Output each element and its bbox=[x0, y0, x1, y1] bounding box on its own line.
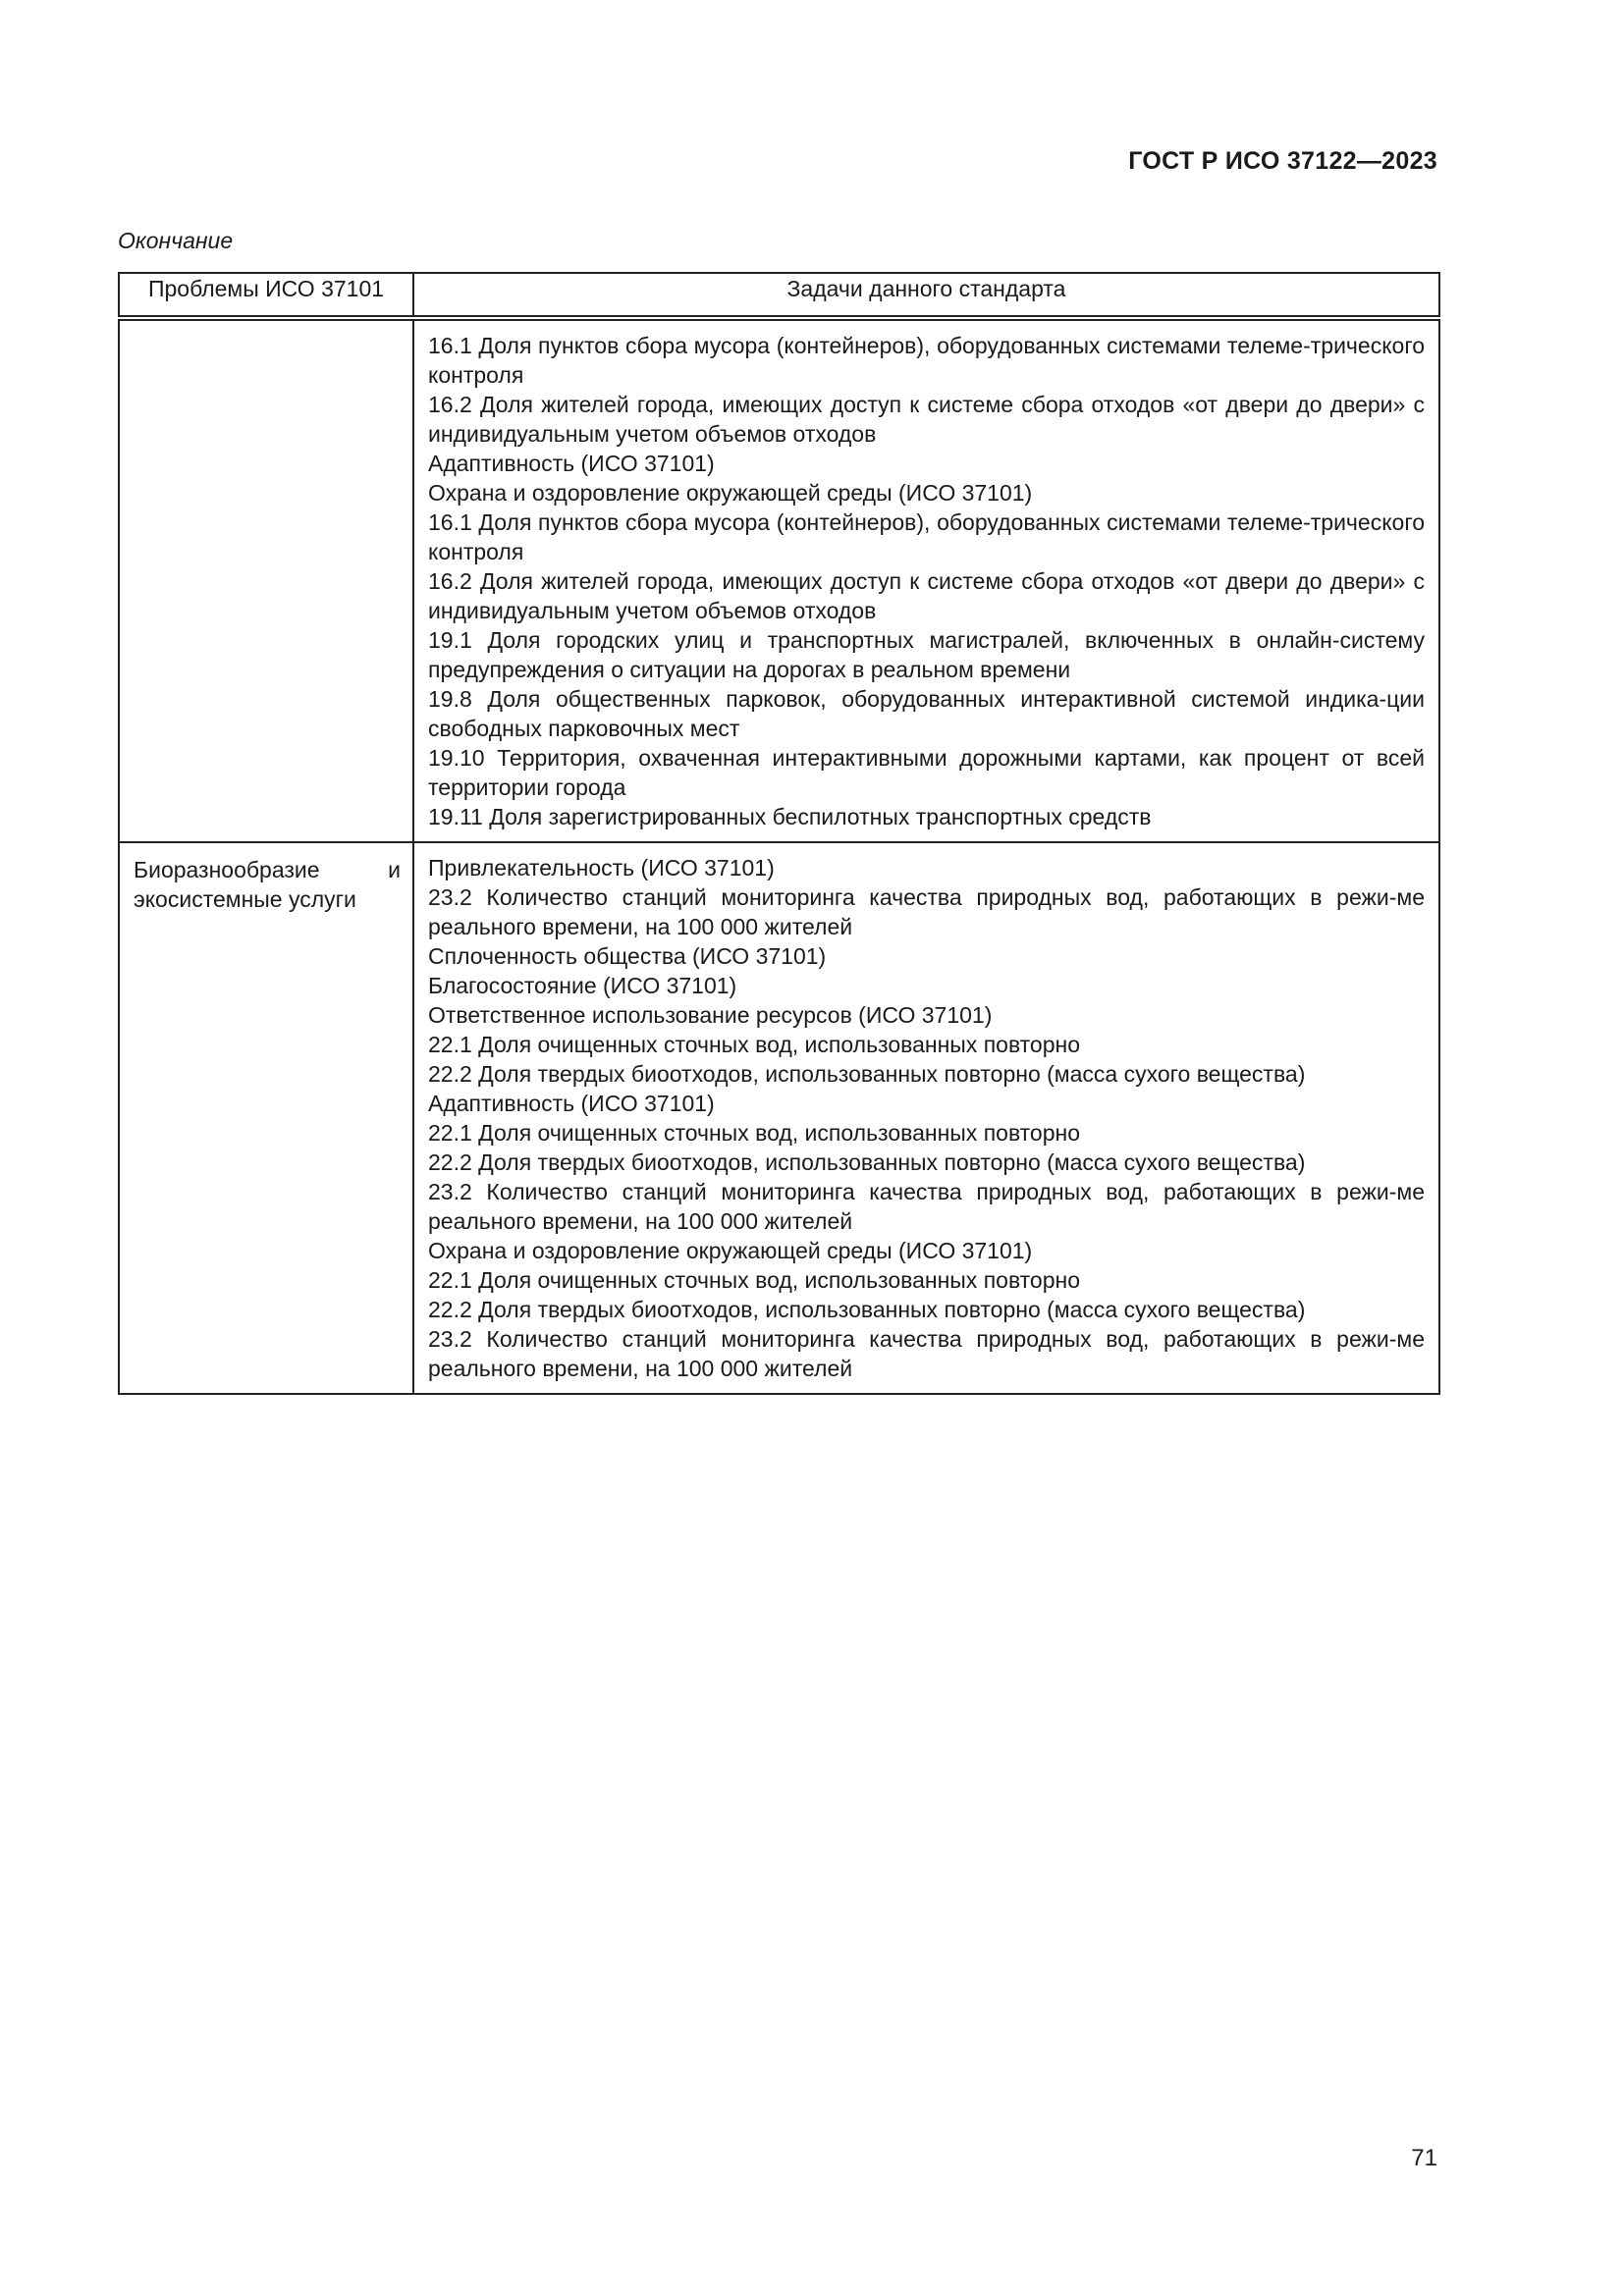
table-row bbox=[119, 842, 1439, 1394]
task-line: 16.2 Доля жителей города, имеющих доступ к системе сбора отходов «от двери до двери» с индивидуальным учетом объемов отходов bbox=[428, 568, 1425, 623]
task-line: 16.1 Доля пунктов сбора мусора (контейнеров), оборудованных системами телеме-трического контроля bbox=[428, 509, 1425, 564]
tasks-cell bbox=[413, 842, 1439, 1394]
problem-cell bbox=[119, 842, 413, 1394]
standards-table bbox=[118, 272, 1440, 1395]
problem-label-line: экосистемные услуги bbox=[134, 886, 356, 912]
task-line: 22.2 Доля твердых биоотходов, использованных повторно (масса сухого вещества) bbox=[428, 1061, 1306, 1087]
task-line: 22.1 Доля очищенных сточных вод, использованных повторно bbox=[428, 1267, 1081, 1293]
task-line: 22.2 Доля твердых биоотходов, использованных повторно (масса сухого вещества) bbox=[428, 1297, 1306, 1322]
document-header: ГОСТ Р ИСО 37122—2023 bbox=[1128, 147, 1437, 175]
task-line: Адаптивность (ИСО 37101) bbox=[428, 1091, 715, 1116]
task-line: 23.2 Количество станций мониторинга качества природных вод, работающих в режи-ме реального времени, на 100 000 жителей bbox=[428, 1179, 1425, 1234]
table-row bbox=[119, 318, 1439, 842]
table-header-row bbox=[119, 273, 1439, 318]
task-line: 16.1 Доля пунктов сбора мусора (контейнеров), оборудованных системами телеме-трического контроля bbox=[428, 333, 1425, 388]
task-line: 22.1 Доля очищенных сточных вод, использованных повторно bbox=[428, 1120, 1081, 1146]
task-line: 16.2 Доля жителей города, имеющих доступ к системе сбора отходов «от двери до двери» с индивидуальным учетом объемов отходов bbox=[428, 392, 1425, 447]
task-line: 19.10 Территория, охваченная интерактивными дорожными картами, как процент от всей территории города bbox=[428, 745, 1425, 800]
task-line: 22.1 Доля очищенных сточных вод, использованных повторно bbox=[428, 1032, 1081, 1057]
task-line: Сплоченность общества (ИСО 37101) bbox=[428, 943, 827, 969]
problem-cell bbox=[119, 318, 413, 842]
task-line: Охрана и оздоровление окружающей среды (ИСО 37101) bbox=[428, 1238, 1033, 1263]
task-line: 19.11 Доля зарегистрированных беспилотных транспортных средств bbox=[428, 804, 1152, 829]
table-caption: Окончание bbox=[118, 228, 234, 253]
task-line: 19.1 Доля городских улиц и транспортных магистралей, включенных в онлайн-систему предупреждения о ситуации на дорогах в реальном времени bbox=[428, 627, 1425, 682]
task-line: 23.2 Количество станций мониторинга качества природных вод, работающих в режи-ме реального времени, на 100 000 жителей bbox=[428, 1326, 1425, 1381]
task-line: Охрана и оздоровление окружающей среды (ИСО 37101) bbox=[428, 480, 1033, 506]
task-line: 19.8 Доля общественных парковок, оборудованных интерактивной системой индика-ции свободных парковочных мест bbox=[428, 686, 1425, 741]
task-line: 23.2 Количество станций мониторинга качества природных вод, работающих в режи-ме реального времени, на 100 000 жителей bbox=[428, 884, 1425, 939]
tasks-cell bbox=[413, 318, 1439, 842]
task-line: 22.2 Доля твердых биоотходов, использованных повторно (масса сухого вещества) bbox=[428, 1149, 1306, 1175]
problem-label bbox=[134, 855, 401, 914]
column-header-tasks: Задачи данного стандарта bbox=[413, 273, 1439, 318]
task-line: Адаптивность (ИСО 37101) bbox=[428, 451, 715, 476]
column-header-problems: Проблемы ИСО 37101 bbox=[119, 273, 413, 318]
page-number: 71 bbox=[1411, 2145, 1437, 2171]
task-line: Благосостояние (ИСО 37101) bbox=[428, 973, 737, 998]
task-line: Ответственное использование ресурсов (ИСО 37101) bbox=[428, 1002, 993, 1028]
problem-label-word: и bbox=[388, 857, 401, 882]
task-line: Привлекательность (ИСО 37101) bbox=[428, 855, 775, 881]
problem-label-word: Биоразнообразие bbox=[134, 857, 320, 882]
